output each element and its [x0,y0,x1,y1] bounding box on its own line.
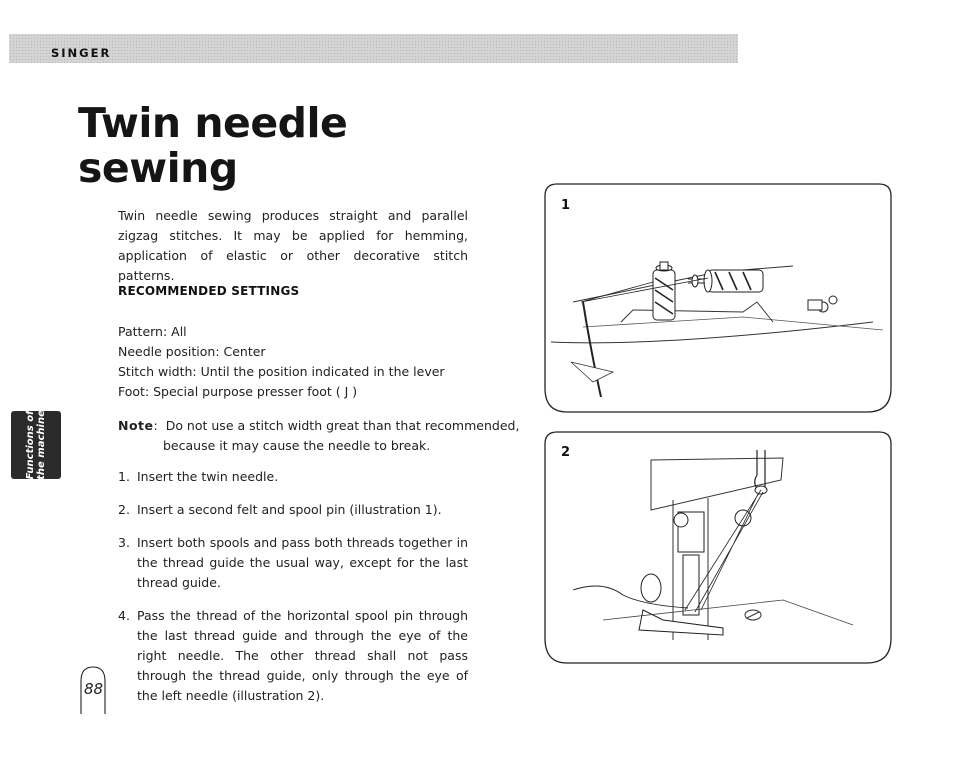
list-item [118,606,468,706]
setting-needle-position: Needle position: Center [118,344,266,359]
setting-stitch-width: Stitch width: Until the position indicated in the lever [118,364,445,379]
note-separator: : [153,418,158,433]
illustration-spools [543,182,895,415]
intro-paragraph: Twin needle sewing produces straight and parallel zigzag stitches. It may be applied for hemming, application of elastic or other decorative stitch patterns. [118,208,468,283]
step-number: 2. [118,502,130,517]
illustration-1-number: 1 [561,198,571,213]
step-text: Insert both spools and pass both threads together in the thread guide the usual way, except for the last thread guide. [137,535,468,590]
setting-pattern: Pattern: All [118,324,187,339]
page-title [78,101,347,191]
title-line-2: sewing [78,144,238,192]
illustration-2-number: 2 [561,445,571,460]
illustration-needles [543,430,895,666]
settings-heading: RECOMMENDED SETTINGS [118,284,300,298]
steps-list [118,467,468,719]
step-text: Insert the twin needle. [137,469,279,484]
step-number: 4. [118,608,130,623]
list-item [118,467,468,487]
header-band [9,34,738,63]
note-text-line-2: because it may cause the needle to break. [163,438,431,453]
section-tab-line-1: Functions of [25,410,36,480]
step-text: Pass the thread of the horizontal spool pin through the last thread guide and through the eye of the right needle. The other thread shall not pass through the thread guide, only through the eye of the left needle (illustration 2). [137,608,468,703]
note-label: Note [118,418,154,433]
list-item [118,500,468,520]
section-tab-line-2: the machine [36,410,47,480]
note-text-line-1: Do not use a stitch width great than that recommended, [165,418,520,433]
page-number: 88 [84,680,104,698]
title-line-1: Twin needle [78,99,348,147]
step-number: 1. [118,469,130,484]
section-tab-label [25,410,47,480]
step-number: 3. [118,535,130,550]
note-block [118,416,520,456]
step-text: Insert a second felt and spool pin (illustration 1). [137,502,442,517]
settings-list [118,322,468,402]
list-item [118,533,468,593]
brand-label: SINGER [51,46,112,60]
setting-foot: Foot: Special purpose presser foot ( J ) [118,384,358,399]
intro-block [118,206,468,286]
